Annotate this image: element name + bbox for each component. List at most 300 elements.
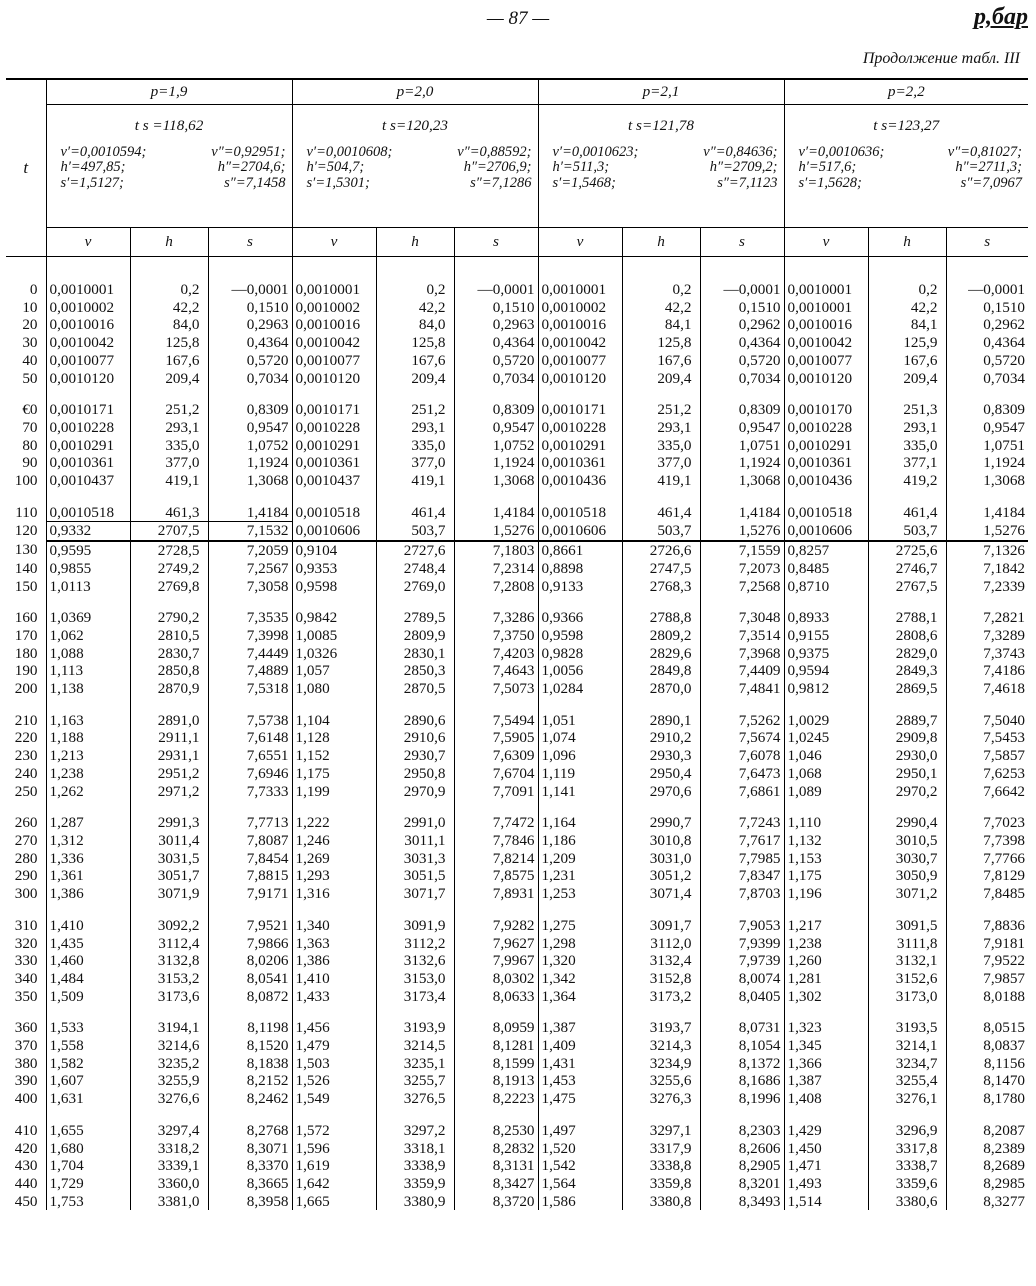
cell-v: 1,062	[46, 627, 130, 645]
cell-h: 2850,8	[130, 662, 208, 680]
cell-h: 3152,6	[868, 970, 946, 988]
cell-s: 0,8309	[700, 387, 784, 419]
cell-s: 7,9522	[946, 952, 1028, 970]
cell-v: 1,336	[46, 850, 130, 868]
cell-v: 1,0326	[292, 645, 376, 663]
cell-h: 3010,8	[622, 832, 700, 850]
cell-h: 42,2	[868, 299, 946, 317]
cell-h: 3193,9	[376, 1005, 454, 1037]
cell-h: 2891,0	[130, 698, 208, 730]
column-header-h: h	[130, 228, 208, 257]
table-row	[6, 1005, 1028, 1037]
cell-v: 0,0010228	[292, 419, 376, 437]
temperature-cell: €0	[22, 401, 38, 419]
cell-v: 1,0245	[784, 729, 868, 747]
table-row	[6, 299, 1028, 317]
table-row	[6, 578, 1028, 596]
column-header-v: v	[292, 228, 376, 257]
cell-s: 7,6861	[700, 783, 784, 801]
temperature-cell: 350	[14, 987, 38, 1005]
cell-v: 0,0010361	[292, 454, 376, 472]
cell-h: 3091,5	[868, 903, 946, 935]
table-row	[6, 867, 1028, 885]
cell-v: 0,0010518	[292, 490, 376, 522]
cell-v: 1,408	[784, 1090, 868, 1108]
table-row	[6, 595, 1028, 627]
cell-v: 0,0010002	[538, 299, 622, 317]
cell-v: 1,163	[46, 698, 130, 730]
cell-s: 7,8454	[208, 850, 292, 868]
table-row	[6, 850, 1028, 868]
cell-h: 3214,5	[376, 1037, 454, 1055]
cell-v: 0,0010171	[538, 387, 622, 419]
cell-s: 8,0731	[700, 1005, 784, 1037]
cell-h: 293,1	[376, 419, 454, 437]
cell-v: 0,0010016	[538, 316, 622, 334]
cell-v: 1,238	[46, 765, 130, 783]
cell-s: 0,5720	[454, 352, 538, 370]
cell-h: 2809,2	[622, 627, 700, 645]
cell-h: 3152,8	[622, 970, 700, 988]
cell-s: 7,7398	[946, 832, 1028, 850]
saturation-temperature: t s =118,62	[134, 117, 204, 134]
table-row	[6, 698, 1028, 730]
temperature-cell: 30	[22, 334, 38, 352]
table-row	[6, 765, 1028, 783]
cell-v: 0,0010002	[46, 299, 130, 317]
cell-s: 1,0752	[208, 437, 292, 455]
cell-v: 1,089	[784, 783, 868, 801]
cell-v: 1,471	[784, 1157, 868, 1175]
saturation-value: v″=0,88592;	[457, 143, 532, 160]
table-body	[6, 257, 1028, 1211]
cell-v: 1,281	[784, 970, 868, 988]
cell-v: 0,9104	[292, 541, 376, 560]
temperature-cell: 430	[14, 1157, 38, 1175]
temperature-cell: 420	[14, 1139, 38, 1157]
cell-s: 8,0206	[208, 952, 292, 970]
cell-s: —0,0001	[208, 257, 292, 299]
cell-s: 8,2462	[208, 1090, 292, 1108]
cell-h: 3010,5	[868, 832, 946, 850]
cell-v: 1,484	[46, 970, 130, 988]
cell-s: 0,2963	[454, 316, 538, 334]
cell-h: 84,1	[868, 316, 946, 334]
cell-h: 3051,7	[130, 867, 208, 885]
cell-h: 3214,3	[622, 1037, 700, 1055]
cell-v: 1,0284	[538, 680, 622, 698]
saturation-value: h″=2706,9;	[463, 159, 532, 176]
cell-h: 2889,7	[868, 698, 946, 730]
cell-h: 3132,1	[868, 952, 946, 970]
table-row	[6, 747, 1028, 765]
cell-h: 2746,7	[868, 560, 946, 578]
cell-v: 1,128	[292, 729, 376, 747]
temperature-cell: 170	[14, 626, 38, 644]
cell-v: 0,0010002	[292, 299, 376, 317]
cell-s: 7,7985	[700, 850, 784, 868]
cell-s: 7,4643	[454, 662, 538, 680]
column-header-v: v	[538, 228, 622, 257]
cell-s: 1,4184	[700, 490, 784, 522]
cell-s: 7,4618	[946, 680, 1028, 698]
cell-v: 0,0010001	[538, 257, 622, 299]
cell-h: 3193,5	[868, 1005, 946, 1037]
cell-h: 419,1	[622, 472, 700, 490]
cell-v: 0,8485	[784, 560, 868, 578]
table-row	[6, 1055, 1028, 1073]
cell-s: 0,8309	[208, 387, 292, 419]
saturation-value: s″=7,1458	[224, 174, 286, 191]
temperature-cell: 260	[14, 814, 38, 832]
cell-v: 1,582	[46, 1055, 130, 1073]
table-row	[6, 903, 1028, 935]
cell-h: 293,1	[622, 419, 700, 437]
cell-v: 1,057	[292, 662, 376, 680]
cell-h: 0,2	[622, 257, 700, 299]
cell-h: 3091,7	[622, 903, 700, 935]
saturation-info	[538, 105, 784, 228]
cell-s: 7,8087	[208, 832, 292, 850]
table-row	[6, 1157, 1028, 1175]
table-row	[6, 1090, 1028, 1108]
cell-h: 3153,0	[376, 970, 454, 988]
cell-v: 0,0010001	[292, 257, 376, 299]
cell-s: 7,5857	[946, 747, 1028, 765]
cell-s: 8,0541	[208, 970, 292, 988]
cell-h: 2970,6	[622, 783, 700, 801]
table-row	[6, 387, 1028, 419]
cell-v: 1,386	[46, 885, 130, 903]
table-row	[6, 1072, 1028, 1090]
cell-s: 7,7023	[946, 800, 1028, 832]
cell-h: 3235,1	[376, 1055, 454, 1073]
cell-s: 7,6253	[946, 765, 1028, 783]
table-row	[6, 1140, 1028, 1158]
cell-v: 1,068	[784, 765, 868, 783]
cell-s: 8,2087	[946, 1108, 1028, 1140]
table-row	[6, 1193, 1028, 1211]
temperature-cell: 410	[14, 1121, 38, 1139]
pressure-header: p=2,0	[292, 79, 538, 105]
temperature-cell: 110	[15, 503, 38, 521]
cell-h: 2870,5	[376, 680, 454, 698]
cell-h: 2830,7	[130, 645, 208, 663]
temperature-cell: 240	[14, 764, 38, 782]
table-row	[6, 935, 1028, 953]
temperature-cell: 0	[29, 281, 38, 298]
cell-v: 1,364	[538, 988, 622, 1006]
table-row	[6, 316, 1028, 334]
cell-h: 2850,3	[376, 662, 454, 680]
cell-v: 1,607	[46, 1072, 130, 1090]
cell-v: 1,387	[784, 1072, 868, 1090]
cell-v: 1,188	[46, 729, 130, 747]
cell-s: 8,2303	[700, 1108, 784, 1140]
cell-v: 1,409	[538, 1037, 622, 1055]
cell-s: 1,0752	[454, 437, 538, 455]
temperature-cell: 270	[14, 831, 38, 849]
cell-h: 2749,2	[130, 560, 208, 578]
cell-s: 8,1520	[208, 1037, 292, 1055]
cell-v: 1,260	[784, 952, 868, 970]
cell-s: 8,1470	[946, 1072, 1028, 1090]
cell-v: 1,342	[538, 970, 622, 988]
cell-h: 3031,5	[130, 850, 208, 868]
cell-v: 0,8710	[784, 578, 868, 596]
cell-v: 1,275	[538, 903, 622, 935]
cell-v: 0,0010001	[784, 257, 868, 299]
cell-v: 1,153	[784, 850, 868, 868]
cell-s: 7,6148	[208, 729, 292, 747]
cell-h: 3338,7	[868, 1157, 946, 1175]
cell-v: 1,0056	[538, 662, 622, 680]
cell-v: 0,0010361	[784, 454, 868, 472]
saturation-value: s′=1,5127;	[60, 174, 124, 191]
cell-s: 7,7472	[454, 800, 538, 832]
cell-h: 2930,0	[868, 747, 946, 765]
cell-h: 167,6	[622, 352, 700, 370]
table-row	[6, 472, 1028, 490]
temperature-cell: 310	[14, 916, 38, 934]
temperature-cell: 100	[14, 472, 38, 490]
cell-s: 0,5720	[208, 352, 292, 370]
table-row	[6, 1175, 1028, 1193]
cell-v: 1,345	[784, 1037, 868, 1055]
cell-s: 7,5073	[454, 680, 538, 698]
cell-v: 1,110	[784, 800, 868, 832]
temperature-cell: 160	[14, 609, 38, 627]
temperature-cell: 10	[22, 298, 38, 316]
pressure-header: p=2,1	[538, 79, 784, 105]
cell-v: 0,0010437	[46, 472, 130, 490]
cell-v: 0,0010291	[46, 437, 130, 455]
cell-h: 3132,8	[130, 952, 208, 970]
cell-s: 7,3058	[208, 578, 292, 596]
cell-s: 1,3068	[454, 472, 538, 490]
cell-s: 8,1198	[208, 1005, 292, 1037]
cell-s: 7,5453	[946, 729, 1028, 747]
cell-v: 1,113	[46, 662, 130, 680]
cell-h: 3317,8	[868, 1140, 946, 1158]
cell-h: 3276,1	[868, 1090, 946, 1108]
pressure-header: p=2,2	[784, 79, 1028, 105]
cell-v: 1,753	[46, 1193, 130, 1211]
cell-h: 3132,6	[376, 952, 454, 970]
cell-h: 3092,2	[130, 903, 208, 935]
cell-h: 2931,1	[130, 747, 208, 765]
column-header-s: s	[700, 228, 784, 257]
cell-h: 335,0	[376, 437, 454, 455]
cell-s: 1,0751	[700, 437, 784, 455]
cell-h: 209,4	[130, 370, 208, 388]
cell-h: 3297,4	[130, 1108, 208, 1140]
cell-v: 0,0010120	[538, 370, 622, 388]
cell-h: 3276,3	[622, 1090, 700, 1108]
cell-s: 7,5040	[946, 698, 1028, 730]
cell-s: 7,9171	[208, 885, 292, 903]
column-header-s: s	[946, 228, 1028, 257]
temperature-cell: 280	[14, 849, 38, 867]
temperature-cell: 300	[14, 885, 38, 903]
cell-h: 2788,8	[622, 595, 700, 627]
cell-h: 461,4	[376, 490, 454, 522]
cell-s: 7,9282	[454, 903, 538, 935]
cell-h: 3011,4	[130, 832, 208, 850]
table-row	[6, 560, 1028, 578]
temperature-cell: 190	[14, 662, 38, 680]
saturation-value: h″=2709,2;	[709, 159, 778, 176]
cell-s: 7,2808	[454, 578, 538, 596]
cell-h: 3112,2	[376, 935, 454, 953]
cell-h: 42,2	[130, 299, 208, 317]
cell-h: 335,0	[130, 437, 208, 455]
cell-v: 1,387	[538, 1005, 622, 1037]
saturation-value: v′=0,0010636;	[798, 143, 885, 160]
cell-s: 0,4364	[946, 334, 1028, 352]
cell-v: 1,074	[538, 729, 622, 747]
cell-s: 7,2568	[700, 578, 784, 596]
column-header-h: h	[622, 228, 700, 257]
cell-h: 2909,8	[868, 729, 946, 747]
cell-v: 1,533	[46, 1005, 130, 1037]
cell-h: 293,1	[868, 419, 946, 437]
cell-s: 7,8931	[454, 885, 538, 903]
cell-s: 0,7034	[946, 370, 1028, 388]
cell-v: 1,253	[538, 885, 622, 903]
cell-h: 3031,0	[622, 850, 700, 868]
cell-h: 3255,6	[622, 1072, 700, 1090]
cell-s: 8,3370	[208, 1157, 292, 1175]
temperature-cell: 360	[14, 1019, 38, 1037]
cell-h: 3112,4	[130, 935, 208, 953]
cell-h: 3194,1	[130, 1005, 208, 1037]
cell-v: 1,141	[538, 783, 622, 801]
saturation-temperature: t s=123,27	[873, 117, 940, 134]
cell-v: 1,217	[784, 903, 868, 935]
cell-h: 3360,0	[130, 1175, 208, 1193]
cell-s: 8,1281	[454, 1037, 538, 1055]
cell-v: 0,9133	[538, 578, 622, 596]
cell-v: 0,0010228	[784, 419, 868, 437]
cell-s: 0,9547	[946, 419, 1028, 437]
cell-s: 8,0872	[208, 988, 292, 1006]
cell-h: 3214,1	[868, 1037, 946, 1055]
cell-v: 1,0369	[46, 595, 130, 627]
table-row	[6, 800, 1028, 832]
table-row	[6, 645, 1028, 663]
cell-h: 3297,2	[376, 1108, 454, 1140]
cell-v: 1,246	[292, 832, 376, 850]
cell-v: 0,0010228	[538, 419, 622, 437]
cell-s: 7,3286	[454, 595, 538, 627]
cell-h: 2788,1	[868, 595, 946, 627]
cell-s: 8,1054	[700, 1037, 784, 1055]
cell-h: 3234,7	[868, 1055, 946, 1073]
cell-s: 0,7034	[208, 370, 292, 388]
saturation-value: s″=7,0967	[960, 174, 1023, 191]
cell-h: 2910,2	[622, 729, 700, 747]
cell-h: 3338,9	[376, 1157, 454, 1175]
cell-s: 7,2314	[454, 560, 538, 578]
cell-s: 8,1686	[700, 1072, 784, 1090]
cell-s: 8,2985	[946, 1175, 1028, 1193]
cell-h: 2769,8	[130, 578, 208, 596]
cell-v: 1,088	[46, 645, 130, 663]
cell-s: 7,4841	[700, 680, 784, 698]
cell-s: 0,5720	[946, 352, 1028, 370]
cell-h: 377,1	[868, 454, 946, 472]
t-column-header: t	[6, 79, 46, 257]
unit-label: p,бар	[974, 4, 1028, 30]
cell-s: 0,1510	[700, 299, 784, 317]
table-row	[6, 454, 1028, 472]
cell-v: 1,262	[46, 783, 130, 801]
cell-h: 2890,1	[622, 698, 700, 730]
cell-h: 2707,5	[130, 522, 208, 541]
cell-v: 0,8898	[538, 560, 622, 578]
cell-v: 1,514	[784, 1193, 868, 1211]
cell-s: 1,1924	[208, 454, 292, 472]
cell-s: 8,2832	[454, 1140, 538, 1158]
cell-v: 1,051	[538, 698, 622, 730]
cell-v: 0,0010077	[46, 352, 130, 370]
saturation-value: h′=511,3;	[552, 159, 610, 176]
cell-h: 2768,3	[622, 578, 700, 596]
cell-v: 1,046	[784, 747, 868, 765]
cell-s: 8,2768	[208, 1108, 292, 1140]
cell-v: 1,363	[292, 935, 376, 953]
cell-s: 8,2389	[946, 1140, 1028, 1158]
cell-h: 3193,7	[622, 1005, 700, 1037]
cell-h: 125,8	[130, 334, 208, 352]
cell-v: 1,631	[46, 1090, 130, 1108]
cell-h: 2890,6	[376, 698, 454, 730]
cell-v: 0,9855	[46, 560, 130, 578]
temperature-cell: 50	[22, 369, 38, 387]
temperature-cell: 130	[14, 541, 38, 559]
cell-v: 1,138	[46, 680, 130, 698]
cell-v: 0,0010436	[538, 472, 622, 490]
table-row	[6, 885, 1028, 903]
cell-h: 377,0	[622, 454, 700, 472]
cell-v: 0,0010436	[784, 472, 868, 490]
cell-s: 7,9627	[454, 935, 538, 953]
cell-h: 335,0	[622, 437, 700, 455]
cell-v: 0,8257	[784, 541, 868, 560]
cell-v: 1,096	[538, 747, 622, 765]
cell-s: 7,4409	[700, 662, 784, 680]
cell-v: 1,132	[784, 832, 868, 850]
cell-h: 251,2	[622, 387, 700, 419]
cell-v: 1,542	[538, 1157, 622, 1175]
cell-v: 1,503	[292, 1055, 376, 1073]
cell-v: 1,323	[784, 1005, 868, 1037]
table-row	[6, 783, 1028, 801]
cell-v: 1,572	[292, 1108, 376, 1140]
temperature-cell: 450	[14, 1192, 38, 1210]
saturation-value: h′=517,6;	[798, 159, 857, 176]
cell-s: 7,6473	[700, 765, 784, 783]
cell-h: 3318,1	[376, 1140, 454, 1158]
temperature-cell: 200	[14, 680, 38, 698]
temperature-cell: 180	[14, 644, 38, 662]
cell-s: 7,2339	[946, 578, 1028, 596]
cell-h: 3051,5	[376, 867, 454, 885]
cell-s: 7,4203	[454, 645, 538, 663]
temperature-cell: 380	[14, 1054, 38, 1072]
cell-s: —0,0001	[454, 257, 538, 299]
